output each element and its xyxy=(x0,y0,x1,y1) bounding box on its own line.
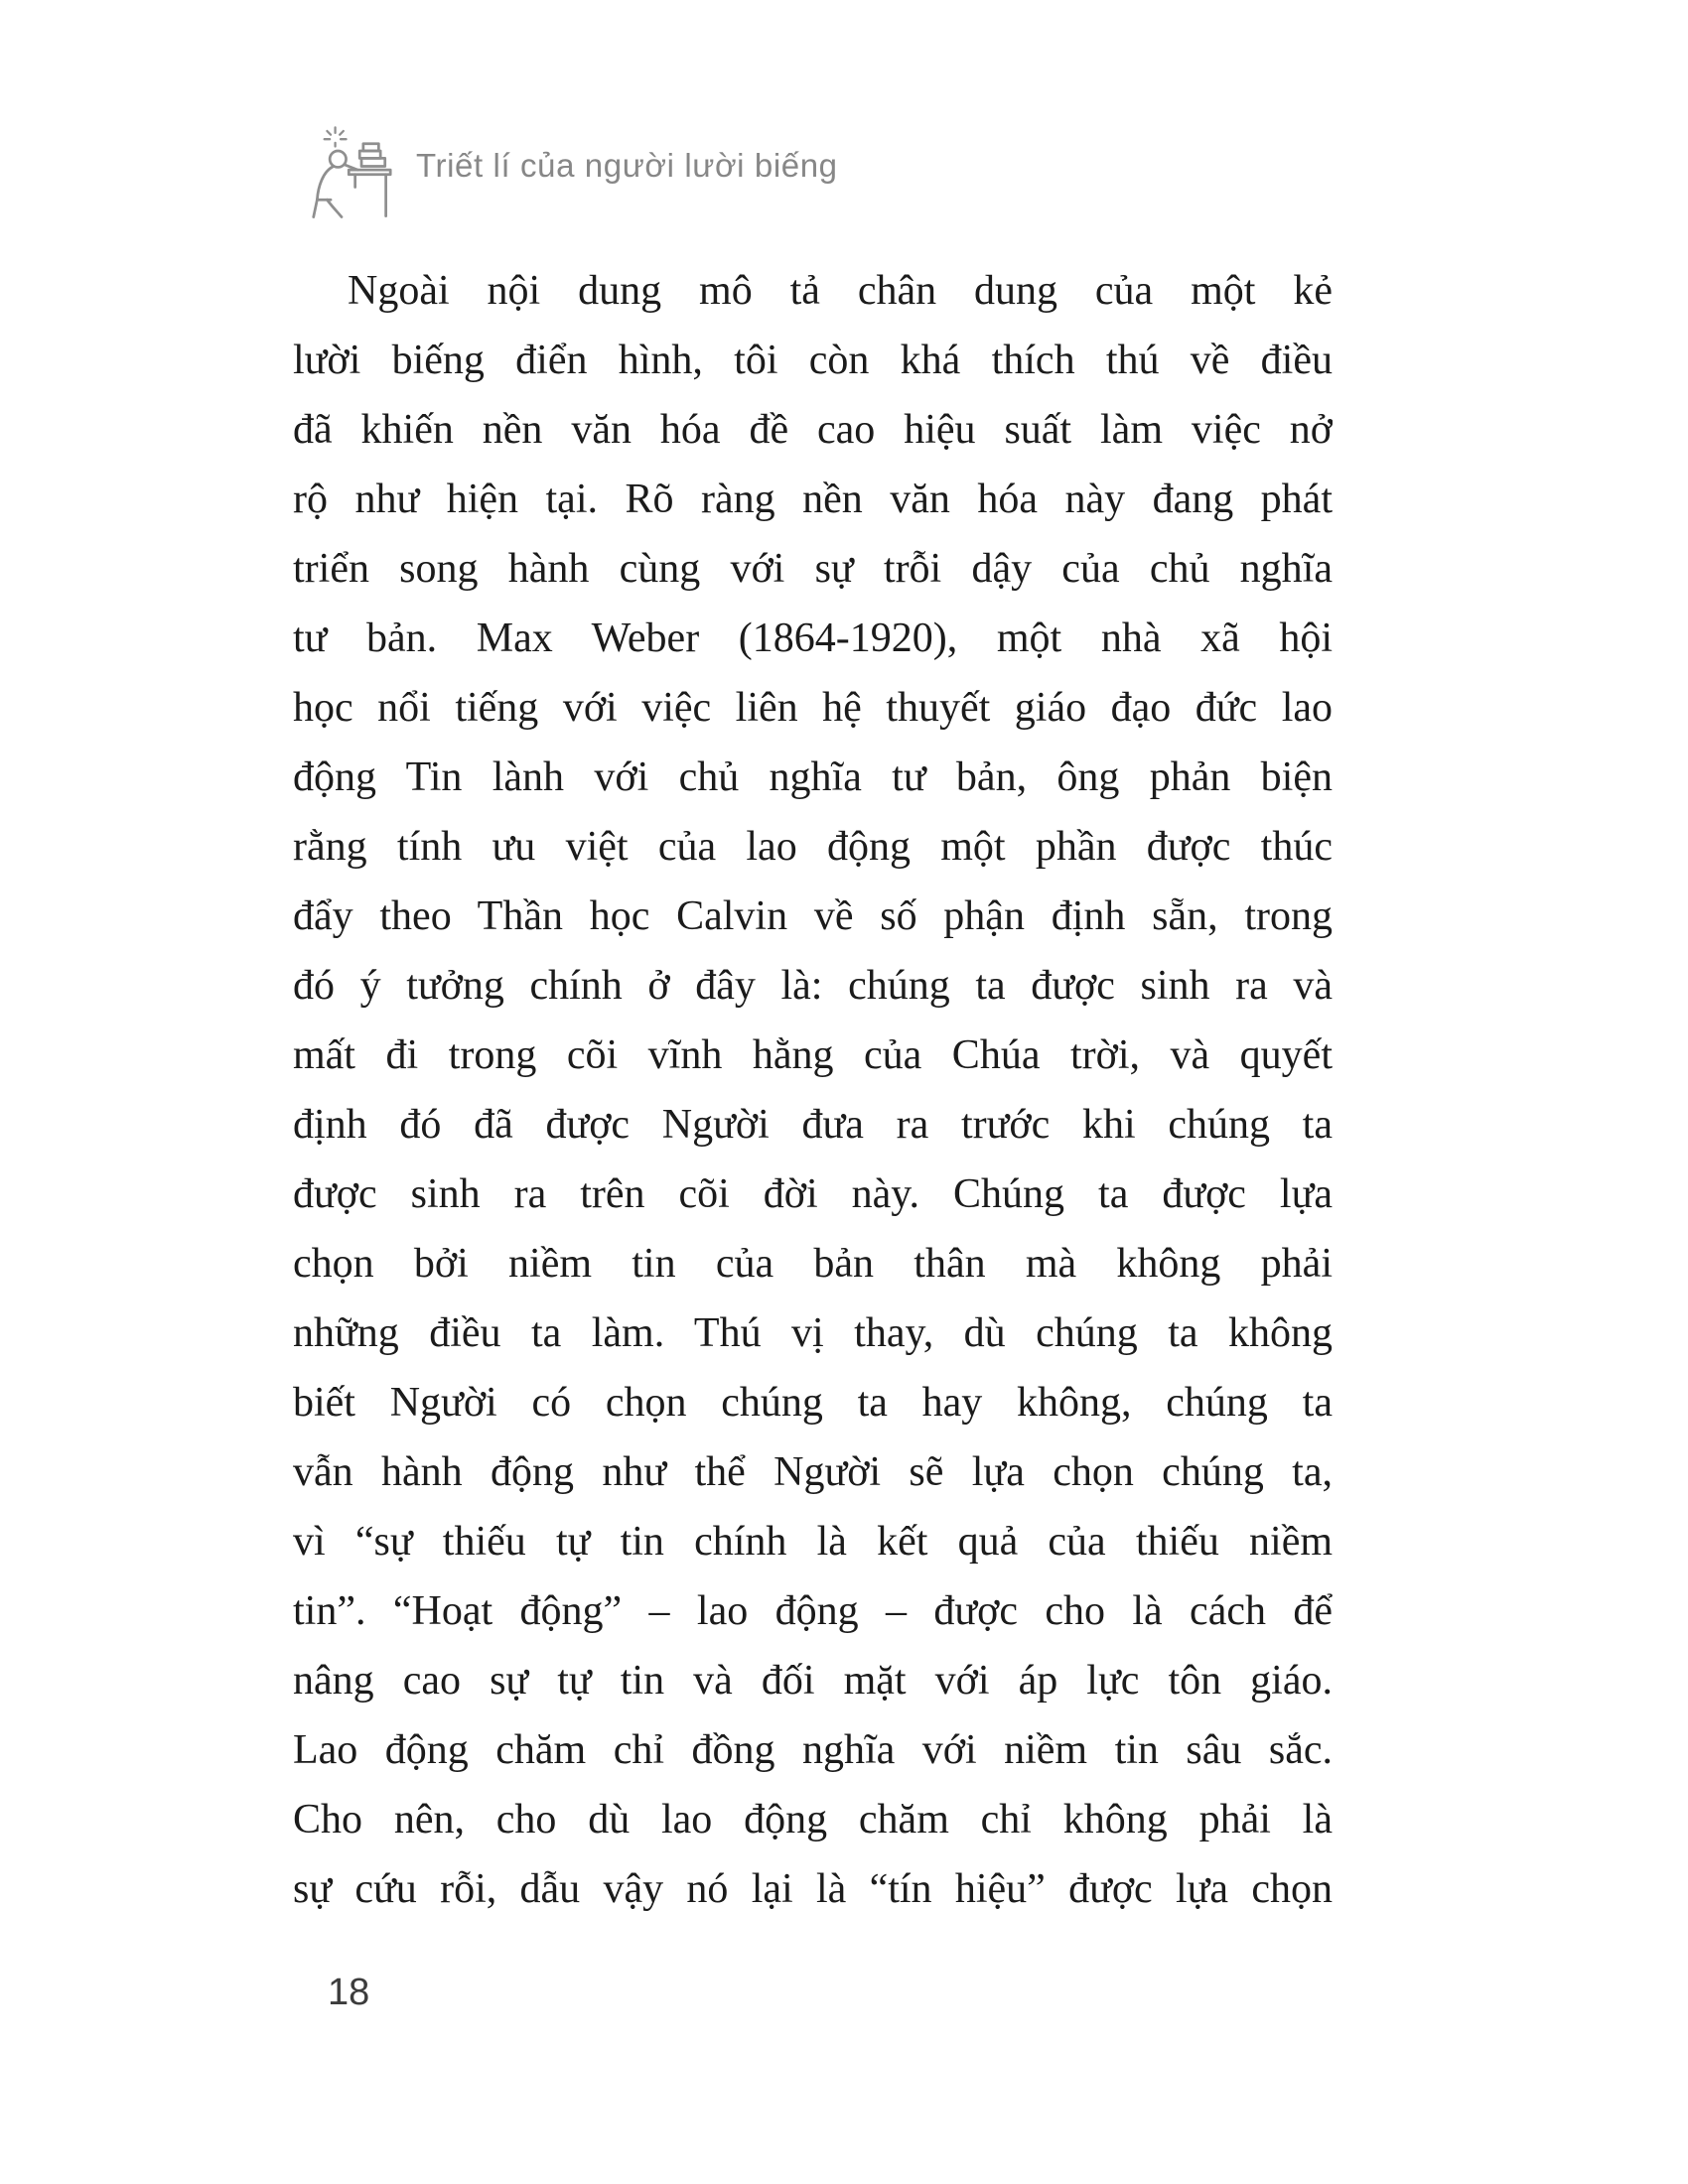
text-line: học nổi tiếng với việc liên hệ thuyết giáo đạo đức lao xyxy=(293,685,1333,731)
text-line: rằng tính ưu việt của lao động một phần được thúc xyxy=(293,824,1333,870)
text-line: tin”. “Hoạt động” – lao động – được cho là cách để xyxy=(293,1588,1333,1634)
text-line: tư bản. Max Weber (1864-1920), một nhà xã hội xyxy=(293,615,1333,661)
body-text xyxy=(293,256,1333,1924)
text-line: rộ như hiện tại. Rõ ràng nền văn hóa này đang phát xyxy=(293,477,1333,522)
text-line: Ngoài nội dung mô tả chân dung của một kẻ xyxy=(348,268,1333,314)
text-line: Lao động chăm chỉ đồng nghĩa với niềm tin sâu sắc. xyxy=(293,1727,1333,1773)
text-line: Cho nên, cho dù lao động chăm chỉ không phải là xyxy=(293,1797,1333,1843)
text-line: vì “sự thiếu tự tin chính là kết quả của thiếu niềm xyxy=(293,1519,1333,1565)
tired-person-at-desk-icon xyxy=(311,121,392,222)
page-number: 18 xyxy=(328,1972,370,2013)
running-header xyxy=(311,121,838,222)
text-line: triển song hành cùng với sự trỗi dậy của chủ nghĩa xyxy=(293,546,1333,592)
text-line: đó ý tưởng chính ở đây là: chúng ta được sinh ra và xyxy=(293,963,1333,1009)
text-line: vẫn hành động như thể Người sẽ lựa chọn chúng ta, xyxy=(293,1449,1333,1495)
text-line: lười biếng điển hình, tôi còn khá thích thú về điều xyxy=(293,338,1333,383)
text-line: chọn bởi niềm tin của bản thân mà không phải xyxy=(293,1241,1333,1287)
text-line: nâng cao sự tự tin và đối mặt với áp lực tôn giáo. xyxy=(293,1658,1333,1704)
text-line: đã khiến nền văn hóa đề cao hiệu suất làm việc nở xyxy=(293,407,1333,453)
text-line: sự cứu rỗi, dẫu vậy nó lại là “tín hiệu” được lựa chọn xyxy=(293,1866,1333,1912)
text-line: những điều ta làm. Thú vị thay, dù chúng ta không xyxy=(293,1310,1333,1356)
text-line: biết Người có chọn chúng ta hay không, chúng ta xyxy=(293,1380,1333,1426)
text-line: được sinh ra trên cõi đời này. Chúng ta được lựa xyxy=(293,1171,1333,1217)
text-line: mất đi trong cõi vĩnh hằng của Chúa trời, và quyết xyxy=(293,1032,1333,1078)
book-title: Triết lí của người lười biếng xyxy=(416,147,838,184)
text-line: định đó đã được Người đưa ra trước khi chúng ta xyxy=(293,1102,1333,1148)
text-line: động Tin lành với chủ nghĩa tư bản, ông phản biện xyxy=(293,754,1333,800)
text-line: đẩy theo Thần học Calvin về số phận định sẵn, trong xyxy=(293,893,1333,939)
